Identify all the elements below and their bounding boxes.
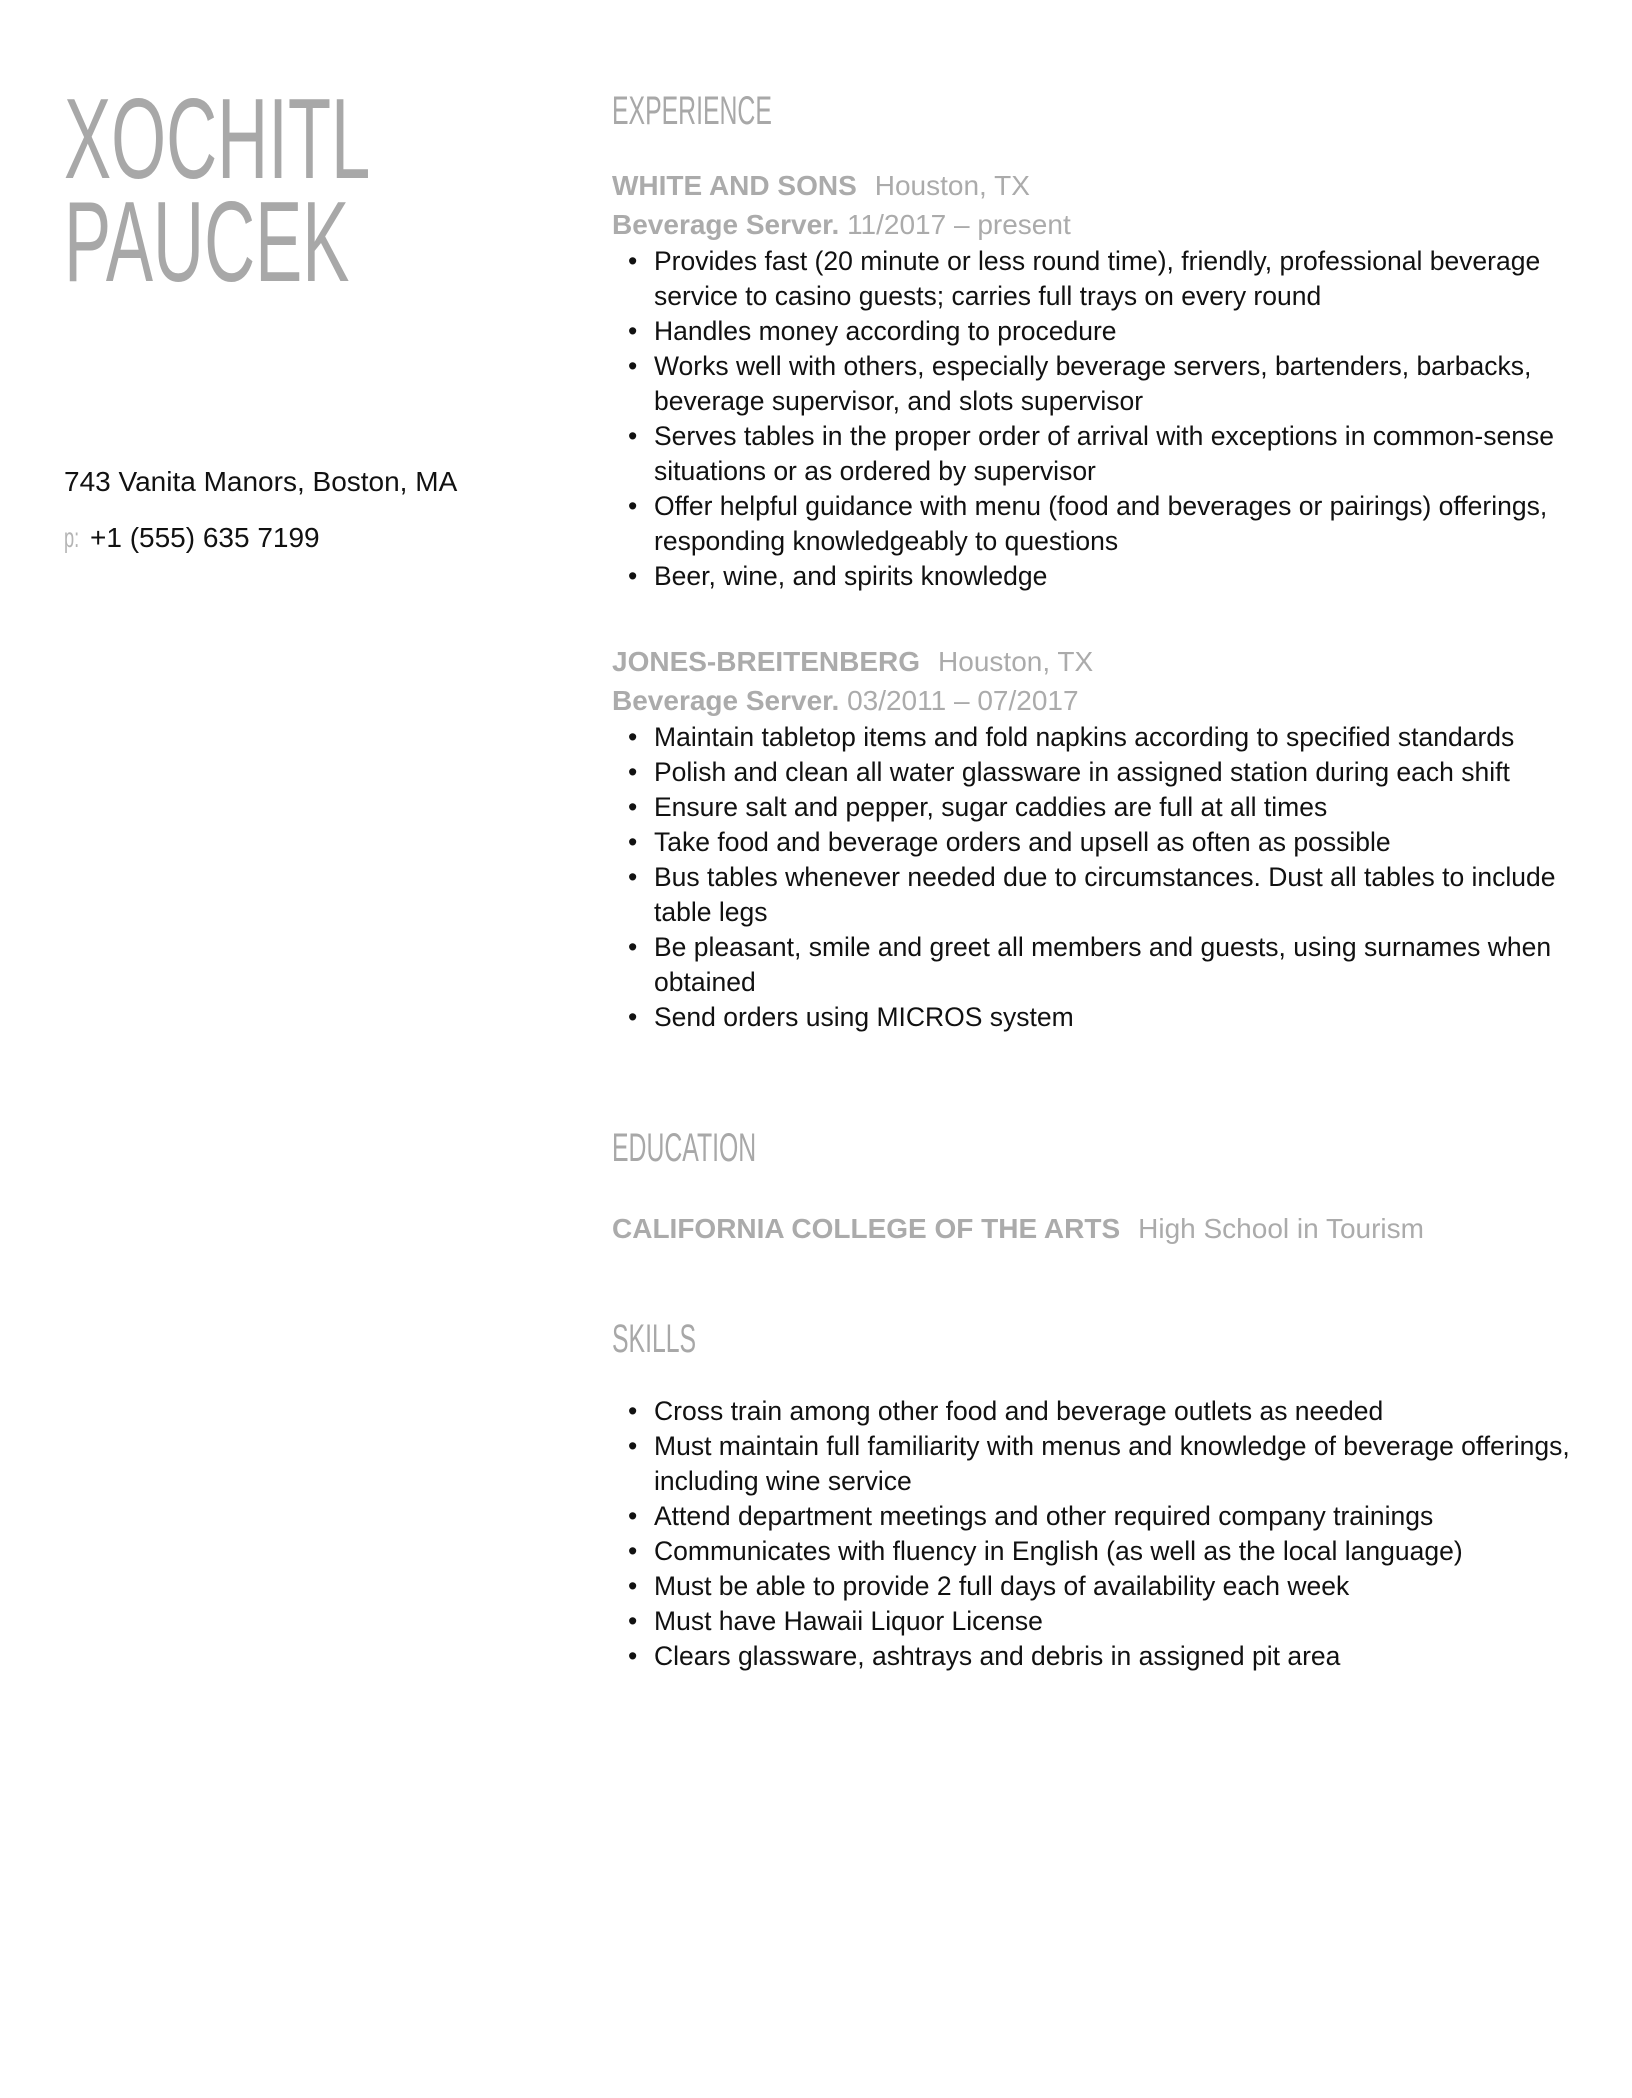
job-subheader [612,205,1572,244]
job-responsibilities [612,720,1572,1035]
skills-heading: SKILLS [612,1317,697,1361]
last-name: PAUCEK [64,179,350,306]
job-company: WHITE AND SONS [612,170,857,201]
job-responsibilities [612,244,1572,594]
job-entry [612,166,1572,594]
list-item: • Works well with others, especially beverage servers, bartenders, barbacks, beverage supervisor, and slots supervisor [612,349,1572,419]
list-item: • Must have Hawaii Liquor License [612,1604,1572,1639]
list-item: • Polish and clean all water glassware in assigned station during each shift [612,755,1572,790]
list-item: • Beer, wine, and spirits knowledge [612,559,1572,594]
job-location: Houston, TX [874,170,1030,201]
first-name: XOCHITL [64,76,371,203]
candidate-name [64,76,374,306]
phone-number: +1 (555) 635 7199 [90,522,320,553]
list-item: • Offer helpful guidance with menu (food and beverages or pairings) offerings, responding knowledgeably to questions [612,489,1572,559]
job-dates: 03/2011 – 07/2017 [847,685,1079,716]
list-item: • Serves tables in the proper order of arrival with exceptions in common-sense situations or as ordered by supervisor [612,419,1572,489]
job-entry [612,642,1572,1035]
list-item: • Cross train among other food and beverage outlets as needed [612,1394,1572,1429]
job-role: Beverage Server. [612,209,840,240]
list-item: • Attend department meetings and other required company trainings [612,1499,1572,1534]
list-item: • Take food and beverage orders and upsell as often as possible [612,825,1572,860]
phone-line [64,518,457,558]
main-column [612,86,1572,1674]
degree: High School in Tourism [1138,1213,1424,1244]
list-item: • Communicates with fluency in English (as well as the local language) [612,1534,1572,1569]
experience-section [612,86,1572,1035]
education-section [612,1123,1572,1248]
address: 743 Vanita Manors, Boston, MA [64,466,458,497]
education-entry [612,1209,1572,1248]
phone-label: p: [64,522,80,553]
list-item: • Bus tables whenever needed due to circumstances. Dust all tables to include table legs [612,860,1572,930]
job-company: JONES-BREITENBERG [612,646,921,677]
job-header [612,642,1572,681]
list-item: • Must be able to provide 2 full days of availability each week [612,1569,1572,1604]
education-heading: EDUCATION [612,1126,757,1170]
list-item: • Send orders using MICROS system [612,1000,1572,1035]
name-block [64,76,564,306]
skills-list [612,1394,1572,1674]
school-name: CALIFORNIA COLLEGE OF THE ARTS [612,1213,1121,1244]
list-item: • Ensure salt and pepper, sugar caddies are full at all times [612,790,1572,825]
job-role: Beverage Server. [612,685,840,716]
list-item: • Be pleasant, smile and greet all members and guests, using surnames when obtained [612,930,1572,1000]
job-subheader [612,681,1572,720]
job-header [612,166,1572,205]
list-item: • Maintain tabletop items and fold napkins according to specified standards [612,720,1572,755]
list-item: • Handles money according to procedure [612,314,1572,349]
list-item: • Provides fast (20 minute or less round time), friendly, professional beverage service to casino guests; carries full trays on every round [612,244,1572,314]
experience-heading: EXPERIENCE [612,89,772,133]
job-location: Houston, TX [938,646,1094,677]
contact-block [64,462,457,558]
job-dates: 11/2017 – present [847,209,1071,240]
list-item: • Must maintain full familiarity with menus and knowledge of beverage offerings, including wine service [612,1429,1572,1499]
skills-section [612,1314,1572,1674]
list-item: • Clears glassware, ashtrays and debris in assigned pit area [612,1639,1572,1674]
